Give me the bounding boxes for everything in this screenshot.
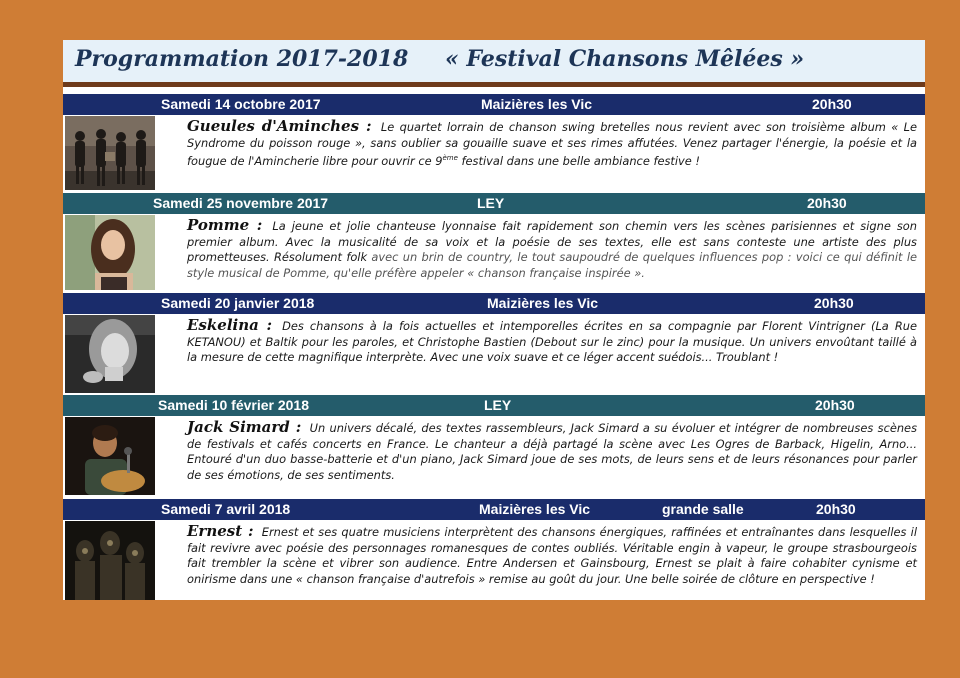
programme-title: Programmation 2017-2018 <box>75 46 409 72</box>
artist-name: Jack Simard : <box>187 418 302 436</box>
event-place: LEY <box>484 397 512 413</box>
event-description <box>187 524 917 588</box>
event-header <box>63 293 925 314</box>
description-text-end: festival dans une belle ambiance festive ! <box>457 154 700 169</box>
event-gueules-daminches <box>63 94 925 192</box>
event-date: Samedi 14 octobre 2017 <box>161 96 321 112</box>
event-eskelina <box>63 293 925 394</box>
title-banner <box>63 40 925 87</box>
description-text: Ernest et ses quatre musiciens interprètent des chansons énergiques, raffinées et entraînantes dans lesquelles il fait revivre avec poésie des personnages romanesques de contes oubliés. Véritable engin à vapeur, le groupe strasbourgeois fait trembler la scène et vibrer son audience. Entre Andersen et Gainsbourg, Ernest se plait à faire cohabiter cynisme et onirisme dans une « chanson française d'autrefois » remise au goût du jour. Une belle soirée de clôture en perspective ! <box>187 525 918 587</box>
event-pomme <box>63 193 925 292</box>
event-header <box>63 395 925 416</box>
event-place: Maizières les Vic <box>479 501 591 517</box>
event-time: 20h30 <box>814 295 854 311</box>
artist-photo <box>65 215 155 290</box>
event-description <box>187 420 917 484</box>
event-place: Maizières les Vic <box>481 96 593 112</box>
festival-title: « Festival Chansons Mêlées » <box>445 46 805 72</box>
event-header <box>63 193 925 214</box>
event-time: 20h30 <box>812 96 852 112</box>
description-text: Le quartet lorrain de chanson swing bretelles nous revient avec son troisième album « Le Syndrome du poisson rouge », sans oublier sa gouaille suave et ses rimes affutées. Venez partager l'énergie, la poésie et la fougue de l'Amincherie libre pour ouvrir ce 9 <box>187 120 917 169</box>
event-header <box>63 499 925 520</box>
event-place: Maizières les Vic <box>487 295 599 311</box>
description-text: La jeune et jolie chanteuse lyonnaise fait rapidement son chemin vers les scènes parisiennes et signe son premier album. Avec la musicalité de sa voix et la poésie de ses textes, elle est sans conteste une artiste des plus prometteuses. Résolument folk <box>187 219 917 265</box>
event-place: LEY <box>477 195 505 211</box>
programme-sheet <box>63 40 925 600</box>
ordinal-suffix: ème <box>442 154 458 163</box>
artist-name: Eskelina : <box>187 316 273 334</box>
event-time: 20h30 <box>816 501 856 517</box>
artist-photo <box>65 315 155 393</box>
event-date: Samedi 20 janvier 2018 <box>161 295 315 311</box>
event-time: 20h30 <box>815 397 855 413</box>
band-photo <box>65 521 155 600</box>
event-description <box>187 119 917 170</box>
artist-photo <box>65 417 155 495</box>
event-jack-simard <box>63 395 925 497</box>
event-header <box>63 94 925 115</box>
event-description <box>187 218 917 282</box>
band-photo <box>65 116 155 190</box>
description-text-end: avec un brin de country, le tout saupoudré de quelques influences pop : voici ce qui définit le style musical de Pomme, qu'elle préfère appeler « chanson française inspirée ». <box>187 250 918 281</box>
artist-name: Gueules d'Aminches : <box>187 117 372 135</box>
event-room: grande salle <box>662 501 744 517</box>
event-time: 20h30 <box>807 195 847 211</box>
artist-name: Ernest : <box>187 522 254 540</box>
event-description <box>187 318 917 366</box>
description-text: Un univers décalé, des textes rassembleurs, Jack Simard a su évoluer et intégrer de nombreuses scènes de festivals et cafés concerts en France. Le chanteur a déjà partagé la scène avec Les Ogres de Barback, Higelin, Arno... Entouré d'un duo basse-batterie et d'un piano, Jack Simard joue de ses mots, de leurs sens et de leurs résonances pour parler de ses émotions, de ses sentiments. <box>187 421 918 483</box>
event-ernest <box>63 499 925 600</box>
event-date: Samedi 10 février 2018 <box>158 397 309 413</box>
description-text: Des chansons à la fois actuelles et intemporelles écrites en sa compagnie par Florent Vintrigner (La Rue KETANOU) et Baltik pour les paroles, et Christophe Bastien (Debout sur le zinc) pour la musique. Un univers envoûtant taillé à la mesure de cette magnifique interprète. Avec une voix suave et ce léger accent suédois... Troublant ! <box>187 319 917 365</box>
event-date: Samedi 25 novembre 2017 <box>153 195 329 211</box>
event-date: Samedi 7 avril 2018 <box>161 501 291 517</box>
artist-name: Pomme : <box>187 216 263 234</box>
